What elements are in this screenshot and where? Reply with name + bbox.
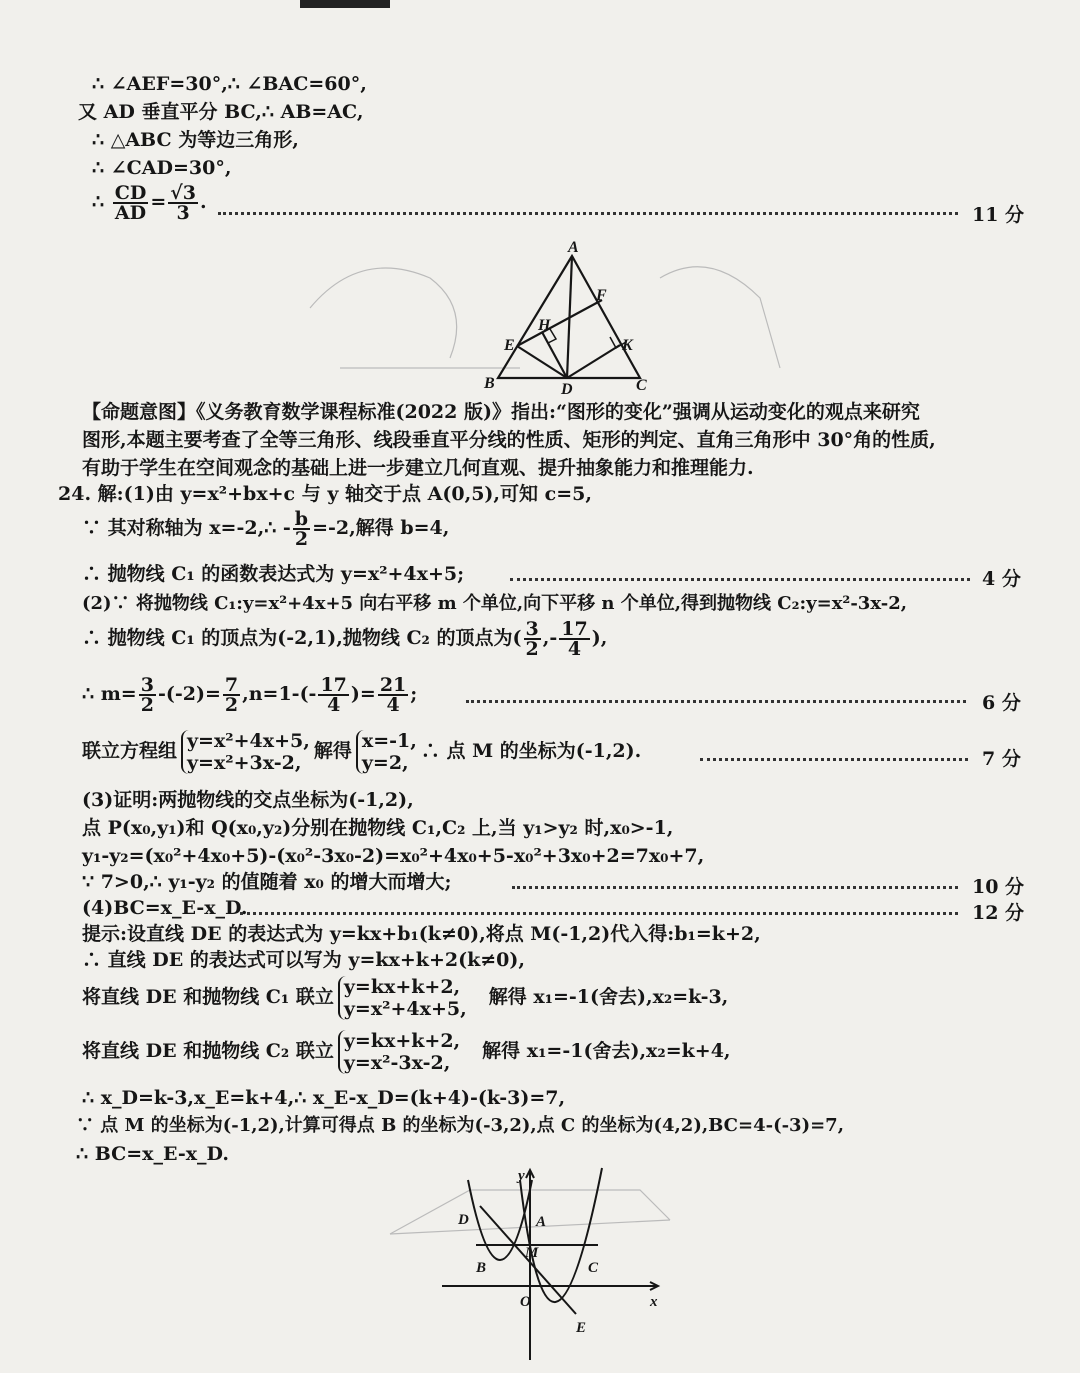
text: -(-2)= [157,683,221,705]
text-line: (2)∵ 将抛物线 C₁:y=x²+4x+5 向右平移 m 个单位,向下平移 n 个单位,得到抛物线 C₂:y=x²-3x-2, [82,593,907,614]
numerator: 21 [379,674,407,696]
dot-leader [512,886,958,889]
axis-label: x [650,1294,658,1310]
point-label: E [576,1320,587,1336]
denominator: 2 [224,694,239,716]
origin-label: O [520,1294,531,1310]
point-label: K [622,337,633,354]
text: 将直线 DE 和抛物线 C₁ 联立 [82,986,334,1008]
text-line: ∴ 抛物线 C₁ 的函数表达式为 y=x²+4x+5; [82,563,465,585]
text: ∴ m= [82,683,137,705]
triangle-lines [498,256,640,378]
text-line: ∴ 直线 DE 的表达式可以写为 y=kx+k+2(k≠0), [82,949,525,971]
numerator: 3 [140,674,154,696]
text-line: (4)BC=x_E-x_D. [82,897,248,919]
fraction [168,184,198,222]
text-line: 提示:设直线 DE 的表达式为 y=kx+b₁(k≠0),将点 M(-1,2)代入得:b₁=k+2, [82,923,761,945]
text-line: 24. 解:(1)由 y=x²+bx+c 与 y 轴交于点 A(0,5),可知 c=5, [58,483,592,505]
text: )= [350,683,376,705]
denominator: 4 [386,694,400,716]
text: 解得 x₁=-1(舍去),x₂=k-3, [488,986,729,1008]
point-label: F [596,287,607,304]
point-label: C [588,1260,599,1276]
text: ∴ 点 M 的坐标为(-1,2). [420,740,642,762]
text: ; [410,683,418,705]
numerator: 17 [561,618,588,640]
point-label: D [458,1212,469,1228]
text: ∴ [92,191,105,213]
equation: y=x²+4x+5, [343,998,467,1020]
parabola-figure [380,1160,700,1370]
point-label: H [538,317,551,334]
equation: y=2, [361,752,409,774]
equation: y=x²+3x-2, [187,752,302,774]
scan-edge-mark [300,0,390,8]
numerator: CD [114,182,147,204]
text-line: ∴ BC=x_E-x_D. [76,1143,229,1165]
fraction [113,184,149,222]
numerator: 3 [525,618,539,640]
point-label: C [636,377,647,394]
text-line: 【命题意图】《义务教育数学课程标准(2022 版)》指出:“图形的变化”强调从运动变化的观点来研究 [82,401,920,423]
fraction-line [92,184,207,222]
equation: y=x²+4x+5, [187,730,310,752]
denominator: 3 [176,202,190,224]
text: 解得 [313,740,352,762]
text-line: ∵ 7>0,∴ y₁-y₂ 的值随着 x₀ 的增大而增大; [82,871,452,893]
denominator: 2 [294,528,309,550]
score-label: 12 分 [972,902,1025,924]
equation: y=kx+k+2, [343,976,461,998]
system-line [82,730,641,774]
equation-system [338,976,467,1020]
score-label: 7 分 [982,748,1021,770]
text-line: 有助于学生在空间观念的基础上进一步建立几何直观、提升抽象能力和推理能力. [82,457,754,479]
denominator: 4 [327,694,341,716]
numerator: b [294,508,309,530]
text: 联立方程组 [82,740,178,762]
fraction [559,620,589,658]
score-label: 4 分 [982,568,1021,590]
point-label: M [525,1245,539,1261]
text-line: y₁-y₂=(x₀²+4x₀+5)-(x₀²-3x₀-2)=x₀²+4x₀+5-x₀²+3x₀+2=7x₀+7, [82,845,705,867]
system-line [82,976,728,1020]
fraction-line [82,510,449,548]
text-line: 又 AD 垂直平分 BC,∴ AB=AC, [78,101,364,123]
text-line: 图形,本题主要考查了全等三角形、线段垂直平分线的性质、矩形的判定、直角三角形中 30°角的性质, [82,429,936,451]
text: 将直线 DE 和抛物线 C₂ 联立 [82,1040,334,1062]
text-line: ∴ ∠AEF=30°,∴ ∠BAC=60°, [92,73,367,95]
fraction [318,676,348,714]
denominator: 2 [525,638,539,660]
fraction [524,620,541,658]
point-label: D [561,381,573,394]
dot-leader [700,758,968,761]
text: ,n=1-(- [242,683,317,705]
score-label: 6 分 [982,692,1021,714]
point-label: A [536,1214,547,1230]
segment-ef [517,300,602,346]
text-line: (3)证明:两抛物线的交点坐标为(-1,2), [82,789,414,811]
system-line [82,1030,731,1074]
text: = [150,191,167,213]
point-label: A [568,239,579,256]
text: ,- [542,627,558,649]
text-line: ∴ x_D=k-3,x_E=k+4,∴ x_E-x_D=(k+4)-(k-3)=7, [82,1087,566,1109]
dot-leader [466,700,966,703]
point-label: B [484,375,495,392]
parabola-c2 [520,1168,602,1302]
equation-system [181,730,310,774]
score-label: 10 分 [972,876,1025,898]
equation-system [356,730,417,774]
equation: y=kx+k+2, [343,1030,461,1052]
text-line: ∴ △ABC 为等边三角形, [92,129,299,151]
score-label: 11 分 [972,204,1025,226]
text-line: 点 P(x₀,y₁)和 Q(x₀,y₂)分别在抛物线 C₁,C₂ 上,当 y₁>y₂ 时,x₀>-1, [82,817,674,839]
fraction [378,676,408,714]
denominator: 2 [140,694,154,716]
dot-leader [510,578,970,581]
fraction [293,510,310,548]
text: ∵ 其对称轴为 x=-2,∴ - [82,517,291,539]
equation-system [338,1030,460,1074]
axis-label: y [518,1168,525,1184]
dot-leader [218,212,958,215]
equation: y=x²-3x-2, [343,1052,451,1074]
denominator: 4 [567,638,582,660]
fraction [139,676,156,714]
numerator: 7 [224,674,239,696]
point-label: E [504,337,515,354]
numerator: 17 [320,674,347,696]
segment-dk [567,345,620,378]
numerator: √3 [170,182,196,204]
text: ∴ 抛物线 C₁ 的顶点为(-2,1),抛物线 C₂ 的顶点为( [82,627,522,649]
triangle-figure [280,238,800,394]
text: ), [591,627,608,649]
denominator: AD [114,202,147,224]
text: . [199,191,207,213]
fraction-line [82,620,607,658]
text: =-2,解得 b=4, [312,517,450,539]
fraction [223,676,240,714]
fraction-line [82,676,417,714]
text-line: ∴ ∠CAD=30°, [92,157,232,179]
dot-leader [240,912,958,915]
text-line: ∵ 点 M 的坐标为(-1,2),计算可得点 B 的坐标为(-3,2),点 C 的坐标为(4,2),BC=4-(-3)=7, [76,1115,844,1136]
equation: x=-1, [361,730,417,752]
point-label: B [476,1260,487,1276]
text: 解得 x₁=-1(舍去),x₂=k+4, [482,1040,731,1062]
